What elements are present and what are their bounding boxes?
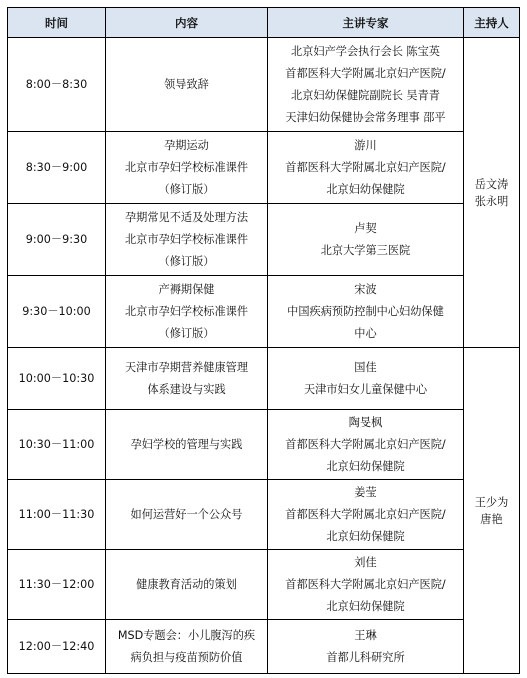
header-row: [8, 8, 520, 38]
host-cell: [464, 348, 520, 674]
host-name: 唐艳: [480, 512, 503, 526]
expert-cell: [268, 620, 464, 674]
expert-cell: [268, 204, 464, 276]
content-cell: [106, 620, 268, 674]
table-row: [8, 348, 520, 410]
content-cell: [106, 132, 268, 204]
time-cell: 9:00－9:30: [8, 204, 106, 276]
time-cell: 12:00－12:40: [8, 620, 106, 674]
table-row: [8, 410, 520, 480]
table-row: [8, 620, 520, 674]
expert-line: 姜莹: [354, 485, 377, 499]
expert-line: 北京妇幼保健院副院长 吴青青: [291, 88, 440, 102]
host-name: 张永明: [474, 194, 509, 208]
expert-cell: [268, 410, 464, 480]
content-line: 体系建设与实践: [147, 382, 226, 396]
content-cell: [106, 204, 268, 276]
expert-line: 北京妇幼保健院: [326, 182, 405, 196]
table-row: [8, 550, 520, 620]
content-line: 孕妇学校的管理与实践: [130, 437, 243, 451]
content-cell: [106, 38, 268, 132]
header-expert: 主讲专家: [268, 8, 464, 38]
content-line: 病负担与疫苗预防价值: [130, 650, 243, 664]
expert-line: 北京妇产学会执行会长 陈宝英: [291, 44, 440, 58]
content-line: （修订版）: [158, 326, 215, 340]
expert-line: 天津市妇女儿童保健中心: [303, 382, 428, 396]
expert-line: 首都儿科研究所: [326, 650, 405, 664]
expert-line: 卢契: [354, 221, 377, 235]
host-name: 王少为: [474, 495, 509, 509]
expert-line: 北京妇幼保健院: [326, 599, 405, 613]
expert-line: 陶旻枫: [348, 415, 383, 429]
content-line: （修订版）: [158, 254, 215, 268]
content-cell: [106, 480, 268, 550]
content-line: 北京市孕妇学校标准课件: [124, 232, 249, 246]
expert-line: 王琳: [354, 628, 377, 642]
content-cell: [106, 550, 268, 620]
expert-cell: [268, 480, 464, 550]
expert-cell: [268, 38, 464, 132]
content-cell: [106, 348, 268, 410]
content-line: 产褥期保健: [158, 282, 215, 296]
expert-cell: [268, 550, 464, 620]
expert-line: 刘佳: [354, 555, 377, 569]
host-name: 岳文涛: [474, 177, 509, 191]
content-line: 北京市孕妇学校标准课件: [124, 160, 249, 174]
expert-cell: [268, 276, 464, 348]
table-row: [8, 276, 520, 348]
expert-line: 北京大学第三医院: [320, 243, 411, 257]
expert-line: 首都医科大学附属北京妇产医院/: [285, 160, 446, 174]
expert-cell: [268, 132, 464, 204]
time-cell: 10:00－10:30: [8, 348, 106, 410]
expert-line: 天津妇幼保健协会常务理事 邵平: [285, 110, 446, 124]
table-row: [8, 480, 520, 550]
expert-line: 游川: [354, 138, 377, 152]
expert-line: 中心: [354, 326, 377, 340]
host-cell: [464, 38, 520, 348]
time-cell: 8:00－8:30: [8, 38, 106, 132]
time-cell: 11:00－11:30: [8, 480, 106, 550]
header-content: 内容: [106, 8, 268, 38]
expert-line: 北京妇幼保健院: [326, 529, 405, 543]
content-line: MSD专题会：小儿腹泻的疾: [117, 628, 256, 642]
content-line: 孕期运动: [164, 138, 209, 152]
time-cell: 8:30－9:00: [8, 132, 106, 204]
content-cell: [106, 276, 268, 348]
expert-line: 首都医科大学附属北京妇产医院/: [285, 507, 446, 521]
expert-line: 国佳: [354, 360, 377, 374]
content-line: 如何运营好一个公众号: [130, 507, 243, 521]
header-time: 时间: [8, 8, 106, 38]
time-cell: 11:30－12:00: [8, 550, 106, 620]
expert-line: 北京妇幼保健院: [326, 459, 405, 473]
content-line: 领导致辞: [164, 77, 209, 91]
content-line: 孕期常见不适及处理方法: [124, 210, 249, 224]
schedule-table: [7, 7, 520, 674]
content-line: 天津市孕期营养健康管理: [124, 360, 249, 374]
content-line: （修订版）: [158, 182, 215, 196]
table-row: [8, 38, 520, 132]
content-line: 北京市孕妇学校标准课件: [124, 304, 249, 318]
expert-line: 首都医科大学附属北京妇产医院/: [285, 577, 446, 591]
expert-line: 首都医科大学附属北京妇产医院/: [285, 66, 446, 80]
expert-cell: [268, 348, 464, 410]
expert-line: 中国疾病预防控制中心妇幼保健: [287, 304, 444, 318]
time-cell: 9:30－10:00: [8, 276, 106, 348]
time-cell: 10:30－11:00: [8, 410, 106, 480]
header-host: 主持人: [464, 8, 520, 38]
expert-line: 宋波: [354, 282, 377, 296]
expert-line: 首都医科大学附属北京妇产医院/: [285, 437, 446, 451]
content-cell: [106, 410, 268, 480]
table-row: [8, 132, 520, 204]
content-line: 健康教育活动的策划: [136, 577, 237, 591]
table-row: [8, 204, 520, 276]
